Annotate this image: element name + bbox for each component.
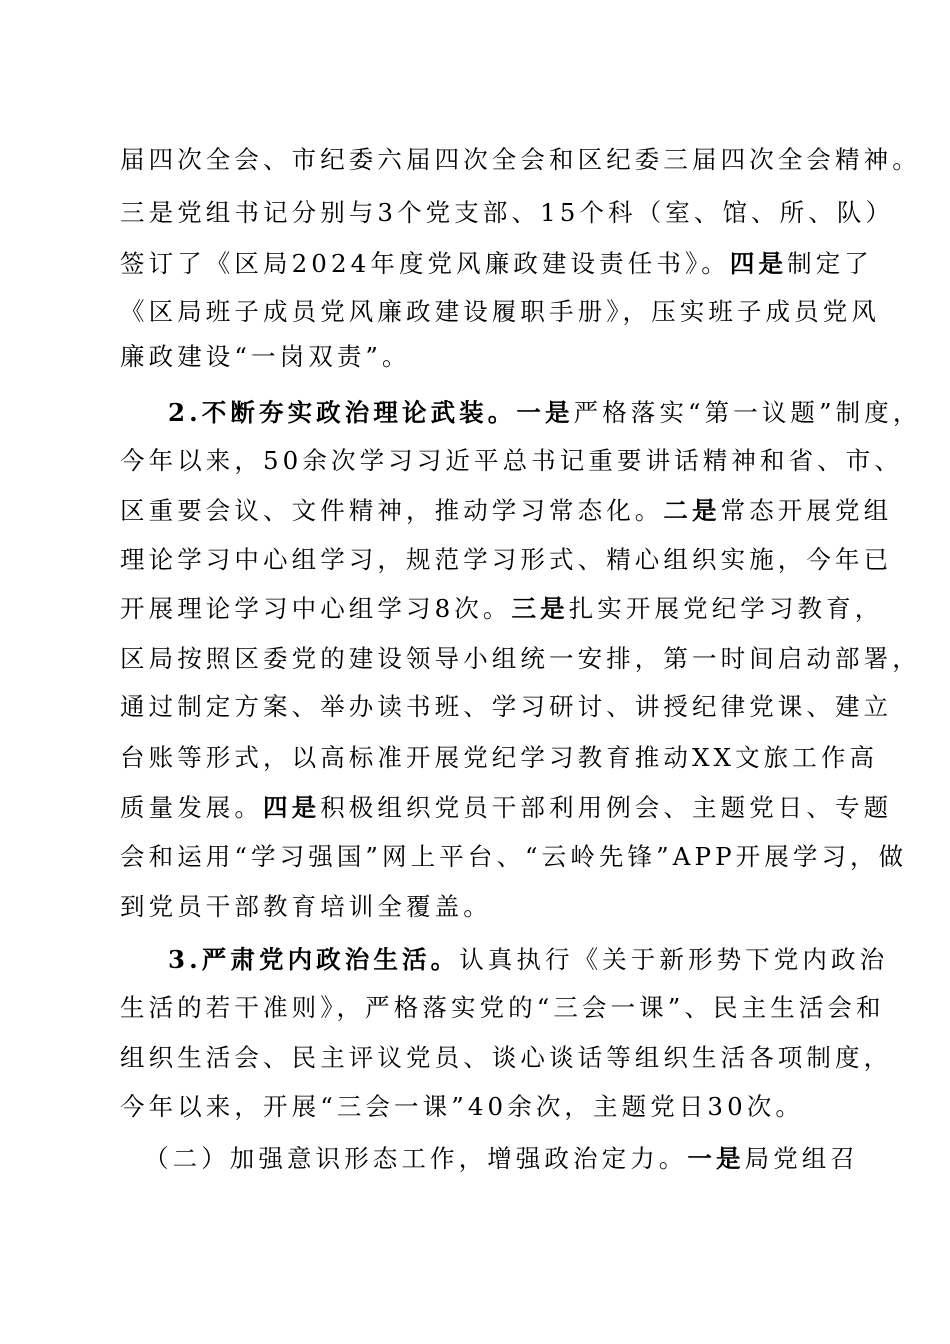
- text-run: 生活的若干准则》，严格落实党的“三会一课”、民主生活会和: [120, 993, 885, 1022]
- text-run: 到党员干部教育培训全覆盖。: [120, 892, 492, 921]
- text-run: 签订了《区局2024年度党风廉政建设责任书》。: [120, 249, 730, 278]
- text-line: [120, 642, 921, 676]
- text-run: 开展理论学习中心组学习8次。: [120, 594, 512, 623]
- text-line: [120, 543, 893, 577]
- paragraph-first-line: [168, 943, 889, 977]
- text-line: [120, 494, 893, 528]
- bold-text-run: 三是: [511, 594, 569, 623]
- text-run: 制定了: [787, 249, 873, 278]
- text-run: 区重要会议、文件精神，推动学习常态化。: [120, 496, 664, 525]
- text-line: [120, 741, 879, 775]
- bold-text-run: 一是: [516, 398, 574, 427]
- paragraph-first-line: [168, 396, 922, 430]
- text-line: [120, 791, 893, 825]
- bold-text-run: 一是: [687, 1144, 745, 1173]
- text-run: 认真执行《关于新形势下党内政治: [459, 945, 889, 974]
- text-line: [120, 592, 884, 626]
- text-run: 扎实开展党纪学习教育，: [568, 594, 884, 623]
- text-run: 局党组召: [744, 1144, 860, 1173]
- text-run: 今年以来，50余次学习习近平总书记重要讲话精神和省、市、: [120, 446, 903, 475]
- text-line: [120, 143, 921, 177]
- text-line: [120, 1041, 893, 1075]
- text-line: [120, 247, 873, 281]
- text-run: 理论学习中心组学习，规范学习形式、精心组织实施，今年已: [120, 545, 893, 574]
- paragraph-first-line: [144, 1142, 860, 1176]
- text-run: 常态开展党组: [720, 496, 893, 525]
- text-run: 今年以来，开展“三会一课”40余次，主题党日30次。: [120, 1092, 804, 1121]
- bold-text-run: 四是: [263, 793, 321, 822]
- text-run: 三是党组书记分别与3个党支部、15个科（室、馆、所、队）: [120, 198, 895, 227]
- text-line: [120, 295, 880, 329]
- text-line: [120, 1090, 820, 1124]
- text-line: [120, 690, 893, 724]
- text-line: [120, 890, 820, 924]
- bold-text-run: 二是: [663, 496, 721, 525]
- text-line: [120, 840, 908, 874]
- bold-text-run: 四是: [729, 249, 788, 278]
- text-run: 《区局班子成员党风廉政建设履职手册》，压实班子成员党风: [120, 297, 880, 326]
- text-run: 届四次全会、市纪委六届四次全会和区纪委三届四次全会精神。: [120, 145, 921, 174]
- text-line: [120, 340, 820, 374]
- text-run: 组织生活会、民主评议党员、谈心谈话等组织生活各项制度，: [120, 1043, 893, 1072]
- text-run: 严格落实“第一议题”制度，: [573, 398, 922, 427]
- text-line: [120, 444, 903, 478]
- text-run: 廉政建设“一岗双责”。: [120, 342, 411, 371]
- text-run: 积极组织党员干部利用例会、主题党日、专题: [320, 793, 893, 822]
- section-heading: （二）加强意识形态工作，增强政治定力。: [144, 1144, 688, 1173]
- text-run: 质量发展。: [120, 793, 263, 822]
- section-heading: 2.不断夯实政治理论武装。: [168, 398, 517, 427]
- text-run: 台账等形式，以高标准开展党纪学习教育推动XX文旅工作高: [120, 743, 879, 772]
- text-run: 通过制定方案、举办读书班、学习研讨、讲授纪律党课、建立: [120, 692, 893, 721]
- section-heading: 3.严肃党内政治生活。: [168, 945, 460, 974]
- text-run: 区局按照区委党的建设领导小组统一安排，第一时间启动部署，: [120, 644, 921, 673]
- text-line: [120, 991, 885, 1025]
- text-line: [120, 196, 895, 230]
- text-run: 会和运用“学习强国”网上平台、“云岭先锋”APP开展学习，做: [120, 842, 908, 871]
